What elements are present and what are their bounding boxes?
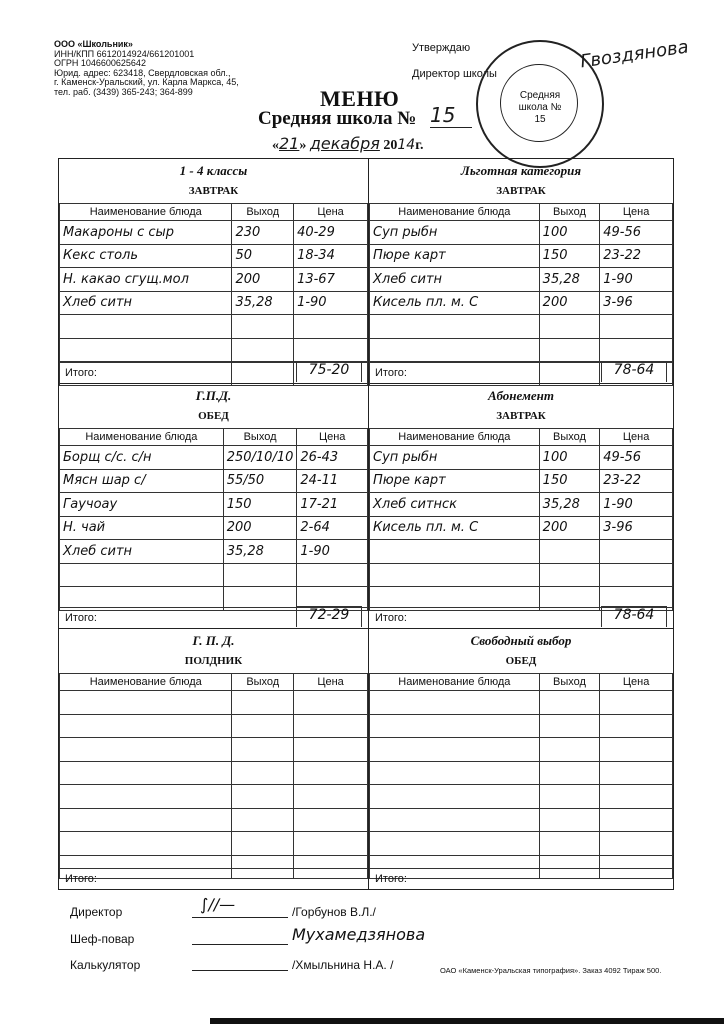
- column-header-price: Цена: [297, 429, 368, 446]
- dish-cell: [370, 761, 540, 785]
- date-year-prefix: 20: [383, 138, 398, 153]
- output-cell: 200: [232, 268, 294, 292]
- menu-panel: [369, 629, 673, 889]
- table-row: [60, 516, 368, 540]
- dish-cell: [370, 315, 540, 339]
- table-row: [370, 832, 673, 856]
- chef-row: [70, 932, 134, 946]
- column-header-output: Выход: [539, 674, 600, 691]
- chef-sign-label: Шеф-повар: [70, 932, 135, 946]
- org-inn: ИНН/КПП 6612014924/661201001: [54, 48, 195, 59]
- stamp-text: Средняя школа № 15: [518, 90, 562, 125]
- director-row: [70, 905, 122, 919]
- director-signature: Гвоздянова: [579, 36, 690, 73]
- dish-cell: Кисель пл. м. С: [370, 291, 540, 315]
- output-cell: 100: [539, 446, 600, 470]
- price-cell: 1-90: [294, 291, 368, 315]
- table-row: [370, 540, 673, 564]
- director-sign-line: [192, 917, 288, 918]
- output-cell: [232, 714, 294, 738]
- output-cell: 200: [539, 516, 600, 540]
- table-row: [370, 446, 673, 470]
- director-sign-scribble: ∫∕∕—: [200, 895, 236, 914]
- table-row: [60, 832, 368, 856]
- price-cell: [294, 338, 368, 362]
- org-phone: тел. раб. (3439) 365-243; 364-899: [54, 86, 193, 97]
- table-header-row: [60, 429, 368, 446]
- output-cell: 250/10/10: [223, 446, 297, 470]
- price-cell: [294, 808, 368, 832]
- org-ogrn: ОГРН 1046600625642: [54, 58, 146, 69]
- output-cell: [232, 832, 294, 856]
- panel-meal: ЗАВТРАК: [188, 185, 239, 197]
- table-row: [60, 291, 368, 315]
- table-row: [60, 244, 368, 268]
- dish-cell: Н. чай: [60, 516, 224, 540]
- price-cell: [600, 563, 673, 587]
- panel-total: [59, 607, 368, 628]
- output-cell: 35,28: [539, 268, 600, 292]
- output-cell: 35,28: [223, 540, 297, 564]
- dish-cell: Суп рыбн: [370, 446, 540, 470]
- menu-grid: [58, 158, 674, 890]
- dish-cell: Суп рыбн: [370, 221, 540, 245]
- output-cell: [539, 832, 600, 856]
- price-cell: 1-90: [297, 540, 368, 564]
- price-cell: [294, 691, 368, 715]
- column-header-price: Цена: [600, 429, 673, 446]
- panel-total: [59, 868, 368, 889]
- price-cell: 26-43: [297, 446, 368, 470]
- dish-cell: Борщ с/с. с/н: [60, 446, 224, 470]
- output-cell: [232, 761, 294, 785]
- output-cell: [539, 540, 600, 564]
- table-row: [60, 785, 368, 809]
- price-cell: [600, 785, 673, 809]
- output-cell: [539, 315, 600, 339]
- date-suffix: г.: [415, 138, 424, 153]
- output-cell: [223, 563, 297, 587]
- panel-title: 1 - 4 классы: [179, 163, 248, 178]
- column-header-price: Цена: [294, 204, 368, 221]
- menu-table: [59, 673, 368, 879]
- price-cell: [600, 540, 673, 564]
- scan-edge: [210, 1018, 724, 1024]
- table-row: [60, 738, 368, 762]
- output-cell: 230: [232, 221, 294, 245]
- table-row: [370, 338, 673, 362]
- menu-table: [369, 428, 673, 611]
- output-cell: [232, 808, 294, 832]
- table-row: [60, 469, 368, 493]
- date-year: 14: [397, 137, 416, 153]
- total-label: Итого:: [375, 873, 407, 885]
- panel-total: [369, 868, 673, 889]
- school-number: 15: [430, 103, 472, 128]
- price-cell: 2-64: [297, 516, 368, 540]
- menu-panel: [369, 384, 673, 629]
- output-cell: [232, 691, 294, 715]
- output-cell: 150: [223, 493, 297, 517]
- table-row: [60, 540, 368, 564]
- dish-cell: [60, 338, 232, 362]
- output-cell: [232, 338, 294, 362]
- menu-panel: [59, 384, 369, 629]
- dish-cell: [370, 832, 540, 856]
- menu-panel: [59, 629, 369, 889]
- table-row: [60, 338, 368, 362]
- director-sign-label: Директор: [70, 905, 123, 919]
- column-header-price: Цена: [600, 674, 673, 691]
- price-cell: 49-56: [600, 221, 673, 245]
- table-header-row: [60, 674, 368, 691]
- dish-cell: [370, 785, 540, 809]
- table-row: [370, 761, 673, 785]
- total-value: 75-20: [296, 361, 362, 382]
- output-cell: 55/50: [223, 469, 297, 493]
- table-row: [60, 563, 368, 587]
- panel-total: [369, 607, 673, 628]
- price-cell: [600, 761, 673, 785]
- dish-cell: [370, 563, 540, 587]
- total-value: 72-29: [296, 606, 362, 627]
- org-name: ООО «Школьник»: [54, 39, 133, 49]
- output-cell: [539, 738, 600, 762]
- output-cell: [539, 714, 600, 738]
- dish-cell: Хлеб ситн: [370, 268, 540, 292]
- output-cell: 150: [539, 469, 600, 493]
- director-sign-name: /Горбунов В.Л./: [292, 905, 376, 919]
- price-cell: [600, 738, 673, 762]
- price-cell: [294, 315, 368, 339]
- price-cell: 3-96: [600, 516, 673, 540]
- table-row: [370, 493, 673, 517]
- total-label: Итого:: [65, 873, 97, 885]
- output-cell: 200: [223, 516, 297, 540]
- panel-meal: ОБЕД: [198, 410, 229, 422]
- table-row: [370, 563, 673, 587]
- dish-cell: [60, 691, 232, 715]
- dish-cell: Хлеб ситн: [60, 540, 224, 564]
- date-month: декабря: [309, 134, 380, 153]
- total-label: Итого:: [375, 367, 407, 379]
- output-cell: [232, 785, 294, 809]
- calc-sign-line: [192, 970, 288, 971]
- price-cell: 49-56: [600, 446, 673, 470]
- table-row: [60, 808, 368, 832]
- price-cell: [294, 714, 368, 738]
- chef-sign-line: [192, 944, 288, 945]
- dish-cell: Хлеб ситн: [60, 291, 232, 315]
- dish-cell: Кисель пл. м. С: [370, 516, 540, 540]
- dish-cell: Н. какао сгущ.мол: [60, 268, 232, 292]
- column-header-output: Выход: [232, 204, 294, 221]
- total-value: 78-64: [601, 361, 667, 382]
- dish-cell: Хлеб ситнск: [370, 493, 540, 517]
- output-cell: 100: [539, 221, 600, 245]
- date-day: 21: [279, 134, 300, 153]
- table-row: [60, 315, 368, 339]
- total-label: Итого:: [65, 612, 97, 624]
- panel-meal: ОБЕД: [505, 655, 537, 667]
- page-title: МЕНЮ: [320, 86, 400, 111]
- dish-cell: [60, 832, 232, 856]
- calc-row: [70, 958, 140, 972]
- table-row: [370, 244, 673, 268]
- dish-cell: [370, 338, 540, 362]
- table-header-row: [60, 204, 368, 221]
- director-label: Директор школы: [412, 68, 497, 80]
- menu-table: [369, 673, 673, 879]
- table-row: [370, 516, 673, 540]
- dish-cell: Пюре карт: [370, 244, 540, 268]
- table-row: [60, 714, 368, 738]
- price-cell: 23-22: [600, 244, 673, 268]
- dish-cell: [370, 808, 540, 832]
- price-cell: 18-34: [294, 244, 368, 268]
- calc-sign-label: Калькулятор: [70, 958, 141, 972]
- org-address-1: Юрид. адрес: 623418, Свердловская обл.,: [54, 67, 231, 78]
- output-cell: [539, 691, 600, 715]
- column-header-output: Выход: [232, 674, 294, 691]
- price-cell: 3-96: [600, 291, 673, 315]
- panel-title: Льготная категория: [460, 163, 582, 178]
- calc-sign-name: /Хмыльнина Н.А. /: [292, 958, 394, 972]
- price-cell: [600, 714, 673, 738]
- table-row: [370, 221, 673, 245]
- table-row: [370, 785, 673, 809]
- dish-cell: Кекс столь: [60, 244, 232, 268]
- school-label: Средняя школа №: [258, 108, 417, 129]
- dish-cell: [60, 761, 232, 785]
- dish-cell: [60, 315, 232, 339]
- table-row: [370, 738, 673, 762]
- print-note: ОАО «Каменск-Уральская типография». Заказ 4092 Тираж 500.: [440, 966, 662, 975]
- dish-cell: [370, 714, 540, 738]
- total-value: 78-64: [601, 606, 667, 627]
- total-label: Итого:: [65, 367, 97, 379]
- price-cell: [600, 691, 673, 715]
- column-header-name: Наименование блюда: [370, 429, 540, 446]
- price-cell: 24-11: [297, 469, 368, 493]
- dish-cell: Гаучоау: [60, 493, 224, 517]
- dish-cell: [370, 738, 540, 762]
- price-cell: [600, 315, 673, 339]
- table-row: [370, 714, 673, 738]
- table-row: [370, 808, 673, 832]
- menu-table: [369, 203, 673, 386]
- table-row: [60, 493, 368, 517]
- price-cell: [294, 832, 368, 856]
- table-row: [60, 691, 368, 715]
- price-cell: 13-67: [294, 268, 368, 292]
- panel-meal: ЗАВТРАК: [496, 185, 546, 197]
- price-cell: [600, 832, 673, 856]
- price-cell: [294, 785, 368, 809]
- output-cell: 200: [539, 291, 600, 315]
- table-row: [370, 268, 673, 292]
- signatures-block: [70, 895, 670, 975]
- table-row: [60, 761, 368, 785]
- output-cell: [232, 738, 294, 762]
- dish-cell: [370, 540, 540, 564]
- price-cell: 23-22: [600, 469, 673, 493]
- table-row: [60, 446, 368, 470]
- output-cell: [539, 563, 600, 587]
- panel-total: [369, 362, 673, 383]
- output-cell: [539, 761, 600, 785]
- dish-cell: Макароны с сыр: [60, 221, 232, 245]
- price-cell: [297, 563, 368, 587]
- price-cell: 17-21: [297, 493, 368, 517]
- column-header-name: Наименование блюда: [370, 674, 540, 691]
- table-row: [370, 691, 673, 715]
- dish-cell: [60, 808, 232, 832]
- panel-meal: ПОЛДНИК: [184, 655, 243, 667]
- column-header-name: Наименование блюда: [60, 429, 224, 446]
- menu-date: «21» декабря 2014г.: [272, 134, 424, 153]
- table-row: [370, 469, 673, 493]
- column-header-output: Выход: [539, 429, 600, 446]
- org-address-2: г. Каменск-Уральский, ул. Карла Маркса, 45,: [54, 77, 239, 88]
- dish-cell: Пюре карт: [370, 469, 540, 493]
- dish-cell: [60, 785, 232, 809]
- panel-title: Абонемент: [488, 388, 554, 403]
- price-cell: [600, 338, 673, 362]
- column-header-name: Наименование блюда: [370, 204, 540, 221]
- table-row: [370, 291, 673, 315]
- panel-title: Г.П.Д.: [195, 388, 232, 403]
- price-cell: 1-90: [600, 268, 673, 292]
- column-header-price: Цена: [600, 204, 673, 221]
- price-cell: [294, 761, 368, 785]
- approve-label: Утверждаю: [412, 42, 471, 54]
- output-cell: 35,28: [232, 291, 294, 315]
- column-header-output: Выход: [539, 204, 600, 221]
- output-cell: 35,28: [539, 493, 600, 517]
- menu-table: [59, 428, 368, 611]
- panel-title: Свободный выбор: [470, 633, 572, 648]
- panel-total: [59, 362, 368, 383]
- price-cell: [600, 808, 673, 832]
- dish-cell: [370, 691, 540, 715]
- price-cell: 1-90: [600, 493, 673, 517]
- output-cell: [232, 315, 294, 339]
- price-cell: 40-29: [294, 221, 368, 245]
- dish-cell: [60, 714, 232, 738]
- output-cell: 50: [232, 244, 294, 268]
- table-header-row: [370, 674, 673, 691]
- output-cell: 150: [539, 244, 600, 268]
- menu-panel: [369, 159, 673, 384]
- total-label: Итого:: [375, 612, 407, 624]
- menu-panel: [59, 159, 369, 384]
- table-header-row: [370, 204, 673, 221]
- dish-cell: [60, 738, 232, 762]
- chef-sign-name: Мухамедзянова: [292, 925, 426, 944]
- panel-title: Г. П. Д.: [192, 633, 235, 648]
- output-cell: [539, 338, 600, 362]
- output-cell: [539, 785, 600, 809]
- table-row: [60, 221, 368, 245]
- output-cell: [539, 808, 600, 832]
- table-header-row: [370, 429, 673, 446]
- price-cell: [294, 738, 368, 762]
- table-row: [60, 268, 368, 292]
- column-header-price: Цена: [294, 674, 368, 691]
- dish-cell: [60, 563, 224, 587]
- dish-cell: Мясн шар с/: [60, 469, 224, 493]
- column-header-name: Наименование блюда: [60, 204, 232, 221]
- table-row: [370, 315, 673, 339]
- organization-block: [54, 40, 239, 98]
- column-header-output: Выход: [223, 429, 297, 446]
- panel-meal: ЗАВТРАК: [496, 410, 546, 422]
- column-header-name: Наименование блюда: [60, 674, 232, 691]
- menu-table: [59, 203, 368, 386]
